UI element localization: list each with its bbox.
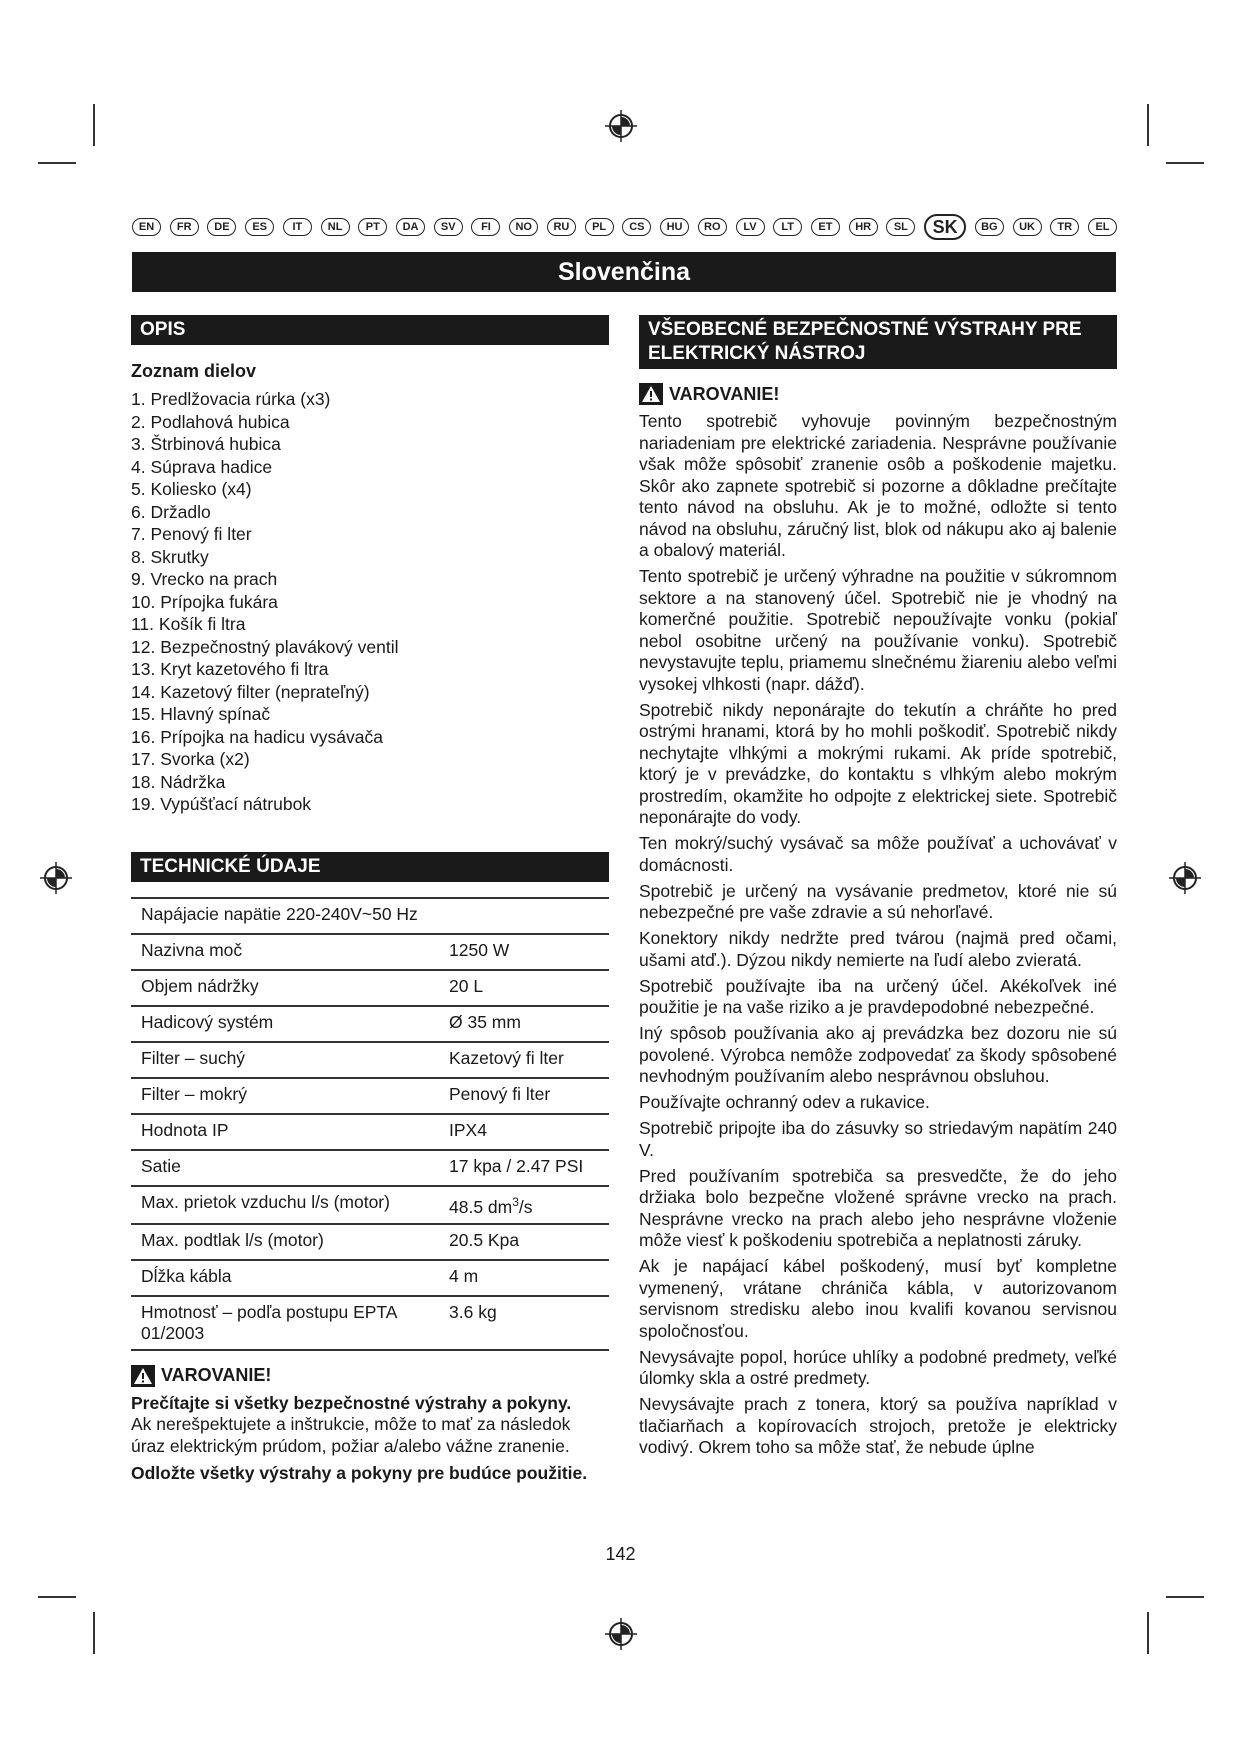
spec-value: 20 L: [439, 970, 609, 1006]
table-row: [131, 1078, 609, 1114]
table-row: [131, 898, 609, 934]
warning-triangle-icon: [131, 1365, 155, 1387]
registration-mark-icon: [603, 1616, 639, 1652]
language-uk: UK: [1013, 218, 1042, 236]
paragraph: Ak je napájací kábel poškodený, musí byť kompletne vymenený, vrátane chrániča kábla, v autorizovanom servisnom stredisku alebo inou kvalifi kovanou servisnou spoločnosťou.: [639, 1256, 1117, 1341]
table-row: [131, 970, 609, 1006]
language-pl: PL: [585, 218, 614, 236]
paragraph: Ten mokrý/suchý vysávač sa môže používať a uchovávať v domácnosti.: [639, 833, 1117, 875]
paragraph: Nevysávajte popol, horúce uhlíky a podobné predmety, veľké úlomky skla a ostré predmety.: [639, 1346, 1117, 1388]
paragraph: Iný spôsob používania ako aj prevádzka bez dozoru nie sú povolené. Výrobca nemôže zodpovedať za škody spôsobené nevhodným používaním alebo nesprávnou obsluhou.: [639, 1023, 1117, 1086]
language-no: NO: [509, 218, 538, 236]
table-row: [131, 1150, 609, 1186]
list-item: 19. Vypúšťací nátrubok: [131, 794, 312, 814]
parts-list: [131, 388, 609, 815]
language-el: EL: [1088, 218, 1117, 236]
table-row: [131, 1114, 609, 1150]
list-item: 12. Bezpečnostný plavákový ventil: [131, 636, 399, 657]
spec-label: Max. podtlak l/s (motor): [131, 1224, 439, 1260]
list-item: 7. Penový fi lter: [131, 524, 252, 544]
crop-mark: [1166, 162, 1204, 164]
page-title: Slovenčina: [132, 252, 1116, 292]
spec-label: Dĺžka kábla: [131, 1260, 439, 1296]
spec-value: 17 kpa / 2.47 PSI: [439, 1150, 609, 1186]
spec-value-unit: /s: [518, 1196, 533, 1217]
spec-label: Objem nádržky: [131, 970, 439, 1006]
table-row: [131, 934, 609, 970]
language-cs: CS: [622, 218, 651, 236]
paragraph: Nevysávajte prach z tonera, ktorý sa používa napríklad v tlačiarňach a kopírovacích strojoch, pretože je elektricky vodivý. Okrem toho sa môže stať, že nebude úplne: [639, 1394, 1117, 1457]
technical-data-table: [131, 897, 609, 1351]
spec-value: Kazetový fi lter: [439, 1042, 609, 1078]
crop-mark: [93, 1612, 95, 1654]
language-da: DA: [396, 218, 425, 236]
spec-value-number: 48.5 dm: [449, 1196, 513, 1217]
language-fr: FR: [170, 218, 199, 236]
table-row: [131, 1006, 609, 1042]
language-nl: NL: [321, 218, 350, 236]
warning-text: Ak nerešpektujete a inštrukcie, môže to mať za následok úraz elektrickým prúdom, požiar a/alebo vážne zranenie.: [131, 1414, 571, 1456]
list-item: 17. Svorka (x2): [131, 749, 250, 769]
spec-label: Filter – suchý: [131, 1042, 439, 1078]
spec-label: Satie: [131, 1150, 439, 1186]
language-fi: FI: [471, 218, 500, 236]
section-heading-technical-data: TECHNICKÉ ÚDAJE: [131, 852, 609, 882]
language-it: IT: [283, 218, 312, 236]
list-item: 4. Súprava hadice: [131, 456, 273, 477]
table-row: [131, 1042, 609, 1078]
list-item: 14. Kazetový filter (neprateľný): [131, 681, 370, 702]
list-item: 13. Kryt kazetového fi ltra: [131, 659, 329, 679]
left-column: [131, 315, 609, 1485]
right-column: [639, 315, 1117, 1463]
warning-keep-text: Odložte všetky výstrahy a pokyny pre budúce použitie.: [131, 1463, 588, 1484]
spec-value: IPX4: [439, 1114, 609, 1150]
warning-bold-text: Prečítajte si všetky bezpečnostné výstrahy a pokyny.: [131, 1392, 572, 1413]
spec-value: [439, 1186, 609, 1224]
warning-title: VAROVANIE!: [669, 383, 780, 404]
warning-triangle-icon: [639, 383, 663, 405]
language-lv: LV: [736, 218, 765, 236]
page-number: 142: [605, 1544, 636, 1564]
language-et: ET: [811, 218, 840, 236]
language-lt: LT: [773, 218, 802, 236]
list-item: 1. Predlžovacia rúrka (x3): [131, 389, 331, 409]
table-row: [131, 1186, 609, 1224]
language-sl: SL: [886, 218, 915, 236]
crop-mark: [38, 1596, 76, 1598]
section-heading-safety: VŠEOBECNÉ BEZPEČNOSTNÉ VÝSTRAHY PRE ELEKTRICKÝ NÁSTROJ: [639, 315, 1117, 369]
table-row: [131, 1260, 609, 1296]
registration-mark-icon: [38, 860, 74, 896]
list-item: 9. Vrecko na prach: [131, 569, 278, 589]
language-bg: BG: [975, 218, 1004, 236]
spec-value-exponent: 3: [512, 1195, 519, 1209]
list-item: 11. Košík fi ltra: [131, 614, 246, 634]
warning-heading: [639, 383, 1117, 405]
paragraph: Spotrebič je určený na vysávanie predmetov, ktoré nie sú nebezpečné pre vaše zdravie a sú nehorľavé.: [639, 880, 1117, 922]
language-ru: RU: [547, 218, 576, 236]
spec-label: Hodnota IP: [131, 1114, 439, 1150]
paragraph: Spotrebič používajte iba na určený účel. Akékoľvek iné použitie je na vaše riziko a je pravdepodobné nebezpečné.: [639, 975, 1117, 1017]
spec-value: Ø 35 mm: [439, 1006, 609, 1042]
crop-mark: [1147, 1612, 1149, 1654]
spec-label: Hadicový systém: [131, 1006, 439, 1042]
list-item: 2. Podlahová hubica: [131, 411, 290, 432]
list-item: 18. Nádržka: [131, 771, 226, 792]
language-en: EN: [132, 218, 161, 236]
spec-value: 4 m: [439, 1260, 609, 1296]
list-item: 10. Prípojka fukára: [131, 591, 278, 612]
list-item: 16. Prípojka na hadicu vysávača: [131, 726, 383, 747]
warning-heading: [131, 1365, 609, 1387]
paragraph: Tento spotrebič je určený výhradne na použitie v súkromnom sektore a na stanovený účel. Spotrebič nie je vhodný na komerčné použitie. Spotrebič nepoužívajte vonku (pokiaľ nebol osobitne určený na používanie vonku). Spotrebič nevystavujte teplu, priamemu slnečnému žiareniu alebo veľmi vysokej vlhkosti (napr. dážď).: [639, 566, 1117, 694]
list-item: 6. Držadlo: [131, 501, 211, 522]
crop-mark: [1147, 104, 1149, 146]
language-sk: SK: [924, 214, 966, 240]
registration-mark-icon: [1167, 860, 1203, 896]
spec-label: Nazivna moč: [131, 934, 439, 970]
crop-mark: [38, 162, 76, 164]
paragraph: Spotrebič pripojte iba do zásuvky so striedavým napätím 240 V.: [639, 1118, 1117, 1160]
spec-label: Max. prietok vzduchu l/s (motor): [131, 1186, 439, 1224]
language-de: DE: [207, 218, 236, 236]
language-tr: TR: [1050, 218, 1079, 236]
parts-list-title: Zoznam dielov: [131, 361, 257, 381]
language-ro: RO: [698, 218, 727, 236]
list-item: 3. Štrbinová hubica: [131, 434, 281, 454]
crop-mark: [1166, 1596, 1204, 1598]
spec-value: Penový fi lter: [439, 1078, 609, 1114]
warning-title: VAROVANIE!: [161, 1365, 272, 1386]
spec-label: Hmotnosť – podľa postupu EPTA 01/2003: [131, 1296, 439, 1350]
list-item: 5. Koliesko (x4): [131, 479, 252, 499]
spec-value: 20.5 Kpa: [439, 1224, 609, 1260]
paragraph: Konektory nikdy nedržte pred tvárou (najmä pred očami, ušami atď.). Dýzou nikdy nemierte na ľudí alebo zvieratá.: [639, 928, 1117, 970]
list-item: 15. Hlavný spínač: [131, 704, 271, 724]
spec-value: 1250 W: [439, 934, 609, 970]
language-hr: HR: [849, 218, 878, 236]
crop-mark: [93, 104, 95, 146]
paragraph: Spotrebič nikdy neponárajte do tekutín a chráňte ho pred ostrými hranami, ktorá by ho mohli poškodiť. Spotrebič nikdy nechytajte vlhkými a mokrými rukami. Ak príde spotrebič, ktorý je v prevádzke, do kontaktu s vlhkým alebo mokrým prostredím, okamžite ho odpojte z elektrickej siete. Spotrebič neponárajte do vody.: [639, 699, 1117, 827]
language-sv: SV: [434, 218, 463, 236]
list-item: 8. Skrutky: [131, 546, 209, 567]
safety-paragraphs: [639, 411, 1117, 1459]
spec-value: 3.6 kg: [439, 1296, 609, 1350]
section-heading-description: OPIS: [131, 315, 609, 345]
table-cell: Napájacie napätie 220-240V~50 Hz: [131, 898, 609, 934]
paragraph: Používajte ochranný odev a rukavice.: [639, 1092, 930, 1112]
language-hu: HU: [660, 218, 689, 236]
language-es: ES: [245, 218, 274, 236]
table-row: [131, 1296, 609, 1350]
paragraph: Pred používaním spotrebiča sa presvedčte, že do jeho držiaka bolo bezpečne vložené správne vrecko na prach. Nesprávne vrecko na prach alebo jeho nesprávne vloženie môže viesť k poškodeniu spotrebiča a neplatnosti záruky.: [639, 1165, 1117, 1250]
language-pt: PT: [358, 218, 387, 236]
registration-mark-icon: [603, 108, 639, 144]
paragraph: Tento spotrebič vyhovuje povinným bezpečnostným nariadeniam pre elektrické zariadenia. Nesprávne používanie však môže spôsobiť zranenie osôb a poškodenie majetku. Skôr ako zapnete spotrebič si pozorne a dôkladne prečítajte tento návod na obsluhu. Ak je to možné, odložte si tento návod na obsluhu, záručný list, blok od nákupu ako aj balenie a obalový materiál.: [639, 411, 1117, 560]
table-row: [131, 1224, 609, 1260]
spec-label: Filter – mokrý: [131, 1078, 439, 1114]
language-selector: [132, 214, 1117, 240]
